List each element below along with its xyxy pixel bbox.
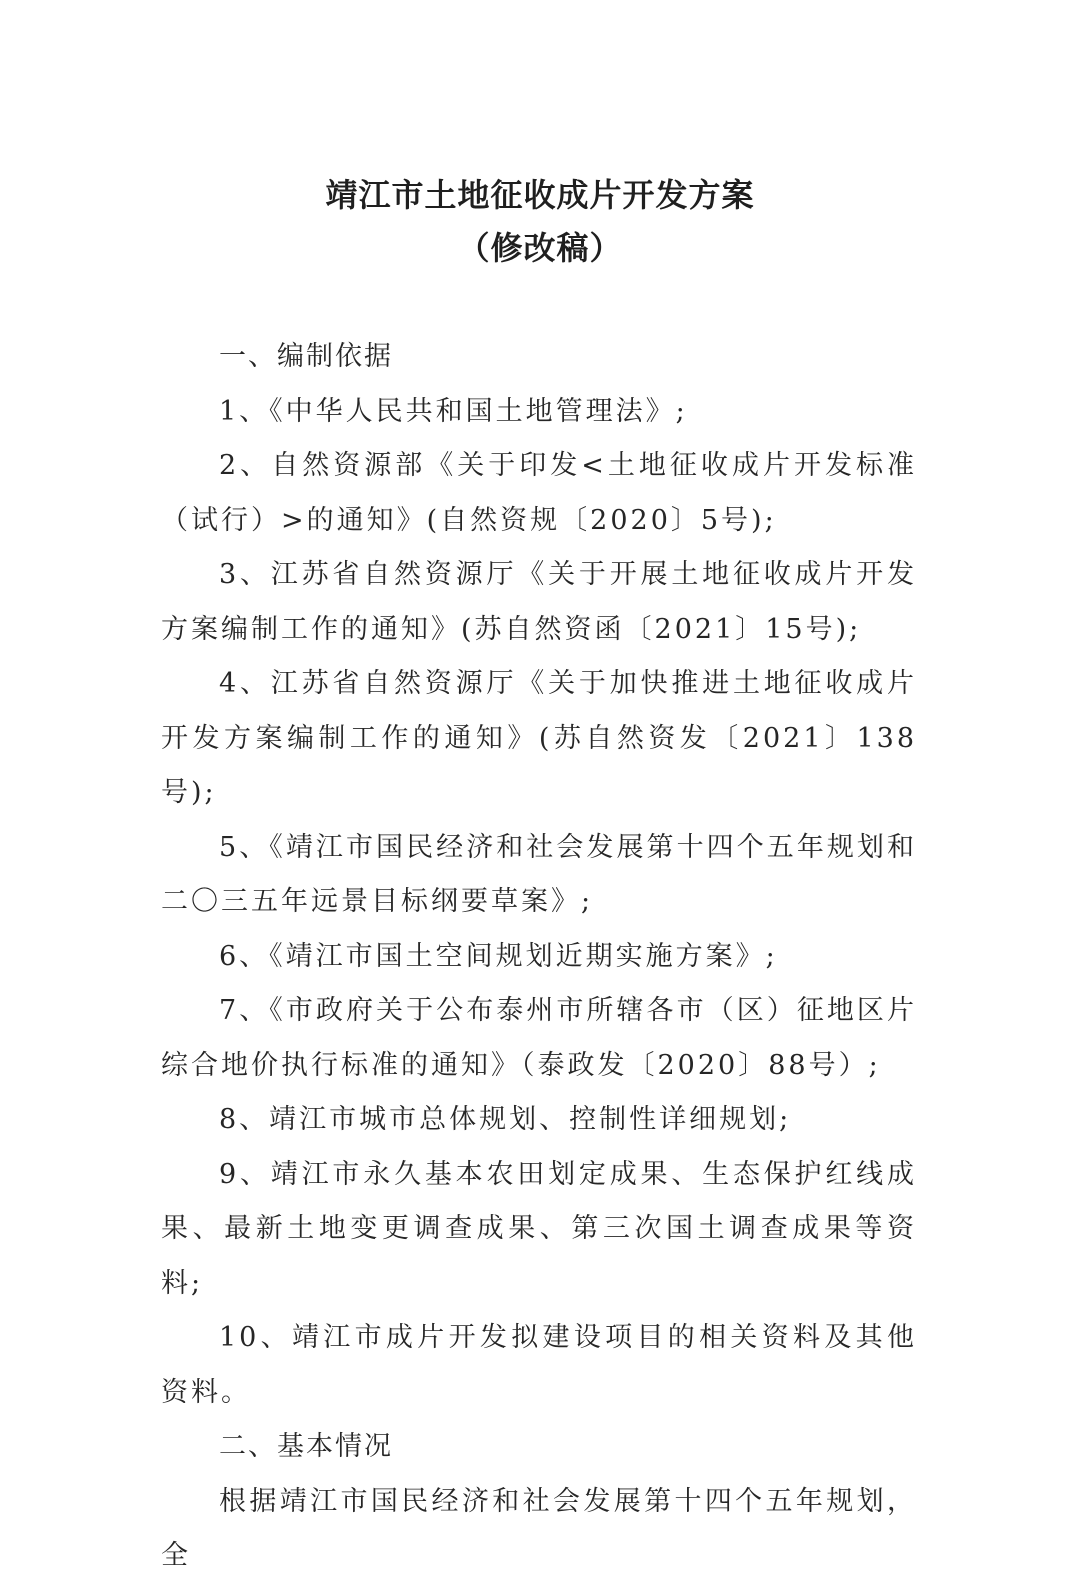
basis-item-8: 8、靖江市城市总体规划、控制性详细规划; xyxy=(219,1104,792,1135)
document-title: 靖江市土地征收成片开发方案 xyxy=(325,176,755,214)
basis-item-5: 5、《靖江市国民经济和社会发展第十四个五年规划和二〇三五年远景目标纲要草案》; xyxy=(161,831,917,917)
basis-item-10: 10、靖江市成片开发拟建设项目的相关资料及其他资料。 xyxy=(161,1322,917,1408)
document-body xyxy=(161,330,917,1584)
section-heading-basic-situation: 二、基本情况 xyxy=(219,1431,393,1462)
basis-item-2: 2、自然资源部《关于印发<土地征收成片开发标准（试行）>的通知》(自然资规〔2020〕5号); xyxy=(161,450,917,536)
basis-item-1: 1、《中华人民共和国土地管理法》; xyxy=(219,395,688,427)
basic-situation-paragraph: 根据靖江市国民经济和社会发展第十四个五年规划，全 xyxy=(161,1485,917,1571)
document-subtitle: （修改稿） xyxy=(457,229,623,267)
basis-item-6: 6、《靖江市国土空间规划近期实施方案》; xyxy=(219,940,778,972)
basis-item-4: 4、江苏省自然资源厅《关于加快推进土地征收成片开发方案编制工作的通知》(苏自然资发〔2021〕138号); xyxy=(161,668,917,808)
basis-item-9: 9、靖江市永久基本农田划定成果、生态保护红线成果、最新土地变更调查成果、第三次国土调查成果等资料; xyxy=(161,1158,917,1299)
basis-item-3: 3、江苏省自然资源厅《关于开展土地征收成片开发方案编制工作的通知》(苏自然资函〔2021〕15号); xyxy=(161,559,917,645)
section-heading-basis: 一、编制依据 xyxy=(219,341,393,372)
basis-item-7: 7、《市政府关于公布泰州市所辖各市（区）征地区片综合地价执行标准的通知》（泰政发〔2020〕88号）; xyxy=(161,995,917,1081)
